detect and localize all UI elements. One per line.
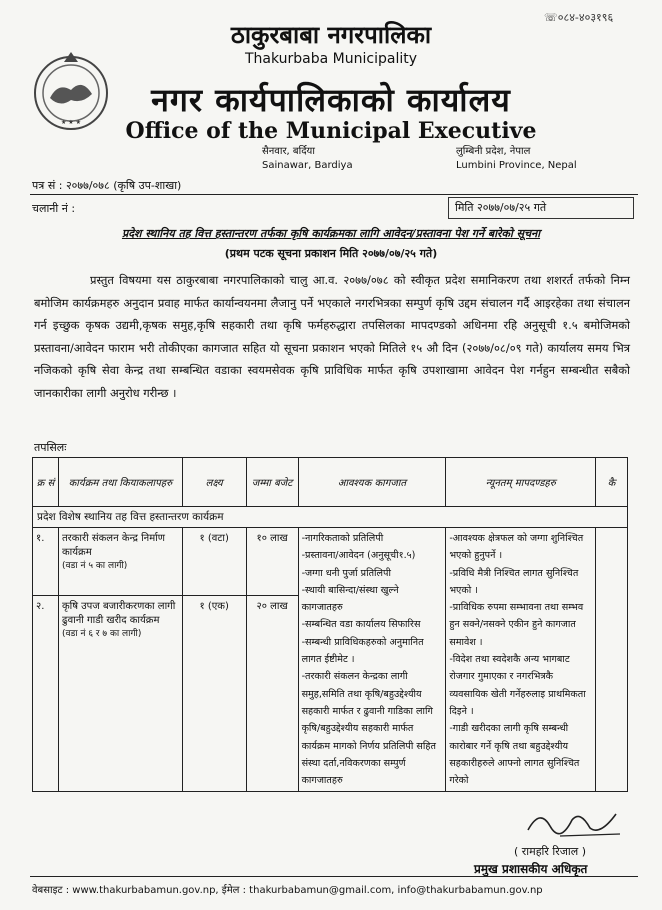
minimum-criteria bbox=[446, 528, 596, 792]
list-item: -प्राविधिक रुपमा सम्भावना तथा सम्भव हुन सक्ने/नसक्ने एकीन हुने कागजात समावेश । bbox=[449, 602, 584, 648]
col-header-remarks: कै bbox=[596, 458, 628, 507]
list-item: -सम्बन्धी प्राविधिकहरुको अनुमानित लागत ईष्टीमेट । bbox=[301, 636, 424, 666]
office-name-en: Office of the Municipal Executive bbox=[125, 118, 537, 144]
notice-publication-date: (प्रथम पटक सूचना प्रकाशन मिति २०७७/०७/२५ गते) bbox=[224, 247, 438, 260]
section-title: प्रदेश विशेष स्थानिय तह वित्त हस्तान्तरण कार्यक्रम bbox=[33, 507, 628, 528]
col-header-criteria: न्यूनतम् मापदण्डहरु bbox=[446, 458, 596, 507]
col-header-documents: आवश्यक कागजात bbox=[298, 458, 446, 507]
signatory-name: ( रामहरि रिजाल ) bbox=[514, 845, 587, 858]
municipality-name-np: ठाकुरबाबा नगरपालिका bbox=[230, 21, 432, 49]
list-item: -नागरिकताको प्रतिलिपी bbox=[301, 533, 384, 544]
footer-contact: वेबसाइट : www.thakurbabamun.gov.np, ईमेल : thakurbabamun@gmail.com, info@thakurbabamun.gov.np bbox=[32, 885, 543, 896]
table-section-row bbox=[33, 507, 628, 528]
signatory-title: प्रमुख प्रशासकीय अधिकृत bbox=[474, 862, 588, 876]
office-name-np: नगर कार्यपालिकाको कार्यालय bbox=[151, 81, 511, 119]
row-sn: १. bbox=[33, 528, 59, 596]
required-documents bbox=[298, 528, 446, 792]
address-right: लुम्बिनी प्रदेश, नेपाल Lumbini Province, Nepal bbox=[456, 146, 577, 171]
list-item: -स्थायी बासिन्दा/संस्था खुल्ने कागजातहरु bbox=[301, 584, 399, 614]
row-target: १ (एक) bbox=[182, 595, 246, 792]
phone-number: ☏०८४-४०३१९६ bbox=[544, 11, 614, 24]
handwritten-signature-icon bbox=[520, 800, 630, 842]
row-program: कृषि उपज बजारीकरणका लागी ढुवानी गाडी खरीद कार्यक्रम (वडा नं ६ र ७ का लागी) bbox=[58, 595, 182, 792]
footer-divider bbox=[30, 876, 638, 877]
col-header-target: लक्ष्य bbox=[182, 458, 246, 507]
col-header-sn: क्र सं bbox=[33, 458, 59, 507]
list-item: -तरकारी संकलन केन्द्रका लागी समुह,समिति तथा कृषि/बहुउद्देश्यीय सहकारी मार्फत र ढुवानी गाडिका लागि कृषि/बहुउद्देश्यीय सहकारी मार्फत कार्यक्रम मागको निर्णय प्रतिलिपी सहित संस्था दर्ता,नविकरणका सम्पुर्ण कागजातहरु bbox=[301, 671, 436, 787]
letter-date: मिति २०७७/०७/२५ गते bbox=[448, 197, 634, 219]
list-item: -विदेश तथा स्वदेशकै अन्य भागबाट रोजगार गुमाएका र नगरभित्रकै व्यवसायिक खेती गर्नेहरुलाइ प्राथमिकता दिइने । bbox=[449, 654, 586, 717]
list-item: -सम्बन्धित वडा कार्यालय सिफारिस bbox=[301, 619, 421, 631]
details-label: तपसिलः bbox=[34, 441, 67, 454]
list-item: -गाडी खरीदका लागी कृषि सम्बन्धी कारोबार गर्ने कृषि तथा बहुउद्देश्यीय सहकारीहरुले आफ्नो लागत सुनिश्चित गरेको bbox=[449, 723, 580, 787]
row-budget: १० लाख bbox=[246, 528, 298, 596]
row-budget: २० लाख bbox=[246, 595, 298, 792]
table-row bbox=[33, 528, 628, 596]
row-remarks bbox=[596, 528, 628, 792]
list-item: -आवश्यक क्षेत्रफल को जग्गा शुनिश्चित भएको हुनुपर्ने । bbox=[449, 533, 584, 562]
notice-body: प्रस्तुत विषयमा यस ठाकुरबाबा नगरपालिकाको चालु आ.व. २०७७/०७८ को स्वीकृत प्रदेश समानिकरण तथा शशरर्त तर्फको निम्न बमोजिम कार्यक्रमहरु अनुदान प्रवाह मार्फत कार्यान्वयनमा लैजानु पर्ने भएकाले नगरभित्रका सम्पुर्ण कृषि उद्दम संचालन गर्दै आइरहेका तथा संचालन गर्न इच्छुक कृषक उद्यमी,कृषक समुह,कृषि सहकारी तथा कृषि फर्महरुद्धारा तपसिलका मापदण्डको अधिनमा रहि अनुसूची १.५ बमोजिमको प्रस्तावना/आवेदन फाराम भरी तोकीएका कागजात सहित यो सूचना प्रकाशन भएको मितिले १५ औ दिन (२०७७/०८/०९ गते) कार्यालय समय भित्र नजिकको कृषि सेवा केन्द्र तथा सम्बन्धित वडाका स्वयमसेवक कृषि प्राविधिक मार्फत कृषि उपशाखामा आवेदन पेश गर्नहुन सम्बन्धीत सबैको जानकारीका लागी अनुरोध गरीन्छ । bbox=[34, 273, 630, 400]
list-item: -प्रस्तावना/आवेदन (अनुसूची१.५) bbox=[301, 550, 416, 562]
col-header-budget: जम्मा बजेट bbox=[246, 458, 298, 507]
address-left: सैनवार, बर्दिया Sainawar, Bardiya bbox=[262, 146, 353, 171]
list-item: -प्रविधि मैत्री निश्चित लागत सुनिश्चित भएको । bbox=[449, 567, 579, 596]
letter-reference: पत्र सं : २०७७/०७८ (कृषि उप-शाखा) bbox=[32, 179, 182, 192]
table-header-row bbox=[33, 458, 628, 507]
row-target: १ (वटा) bbox=[182, 528, 246, 596]
header-divider bbox=[30, 194, 638, 195]
program-table bbox=[32, 457, 628, 792]
col-header-program: कार्यक्रम तथा कियाकलापहरु bbox=[58, 458, 182, 507]
municipality-name-en: Thakurbaba Municipality bbox=[244, 51, 417, 67]
notice-subject: प्रदेश स्थानिय तह वित्त हस्तान्तरण तर्फका कृषि कार्यक्रमका लागि आवेदन/प्रस्तावना पेश गर्ने बारेको सूचना bbox=[121, 227, 541, 240]
row-program: तरकारी संकलन केन्द्र निर्माण कार्यक्रम (वडा नं ५ का लागी) bbox=[58, 528, 182, 596]
row-sn: २. bbox=[33, 595, 59, 792]
svg-text:★ ★ ★: ★ ★ ★ bbox=[61, 119, 81, 126]
dispatch-number: चलानी नं : bbox=[32, 202, 76, 215]
list-item: -जग्गा धनी पुर्जा प्रतिलिपी bbox=[301, 567, 391, 579]
